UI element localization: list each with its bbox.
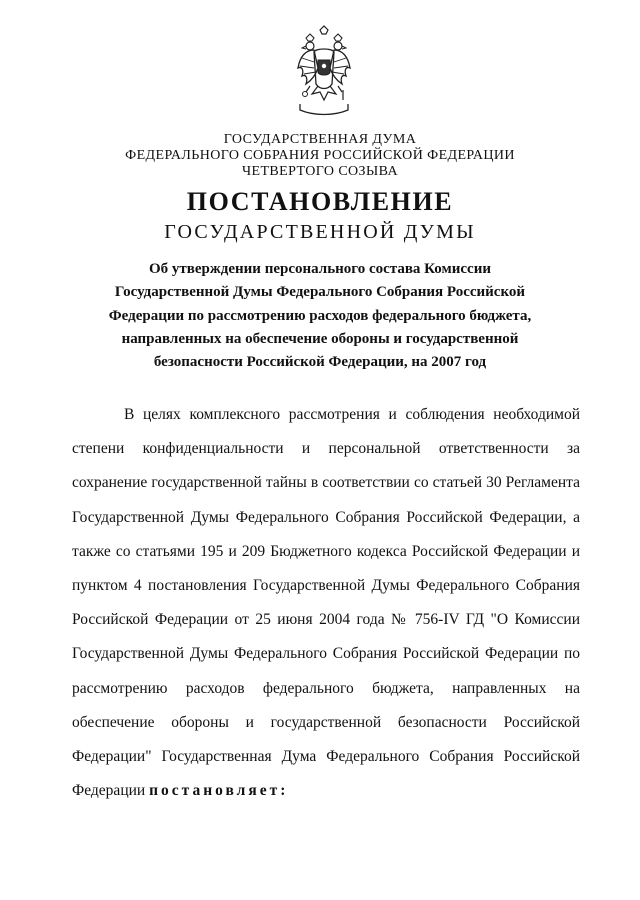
subject-line: Государственной Думы Федерального Собрания Российской <box>114 284 526 301</box>
body-line: Государственной Думы Федерального Собрания Российской Федерации, а <box>72 508 580 526</box>
body-line: пунктом 4 постановления Государственной Думы Федерального Собрания <box>72 576 580 594</box>
body-line: также со статьями 195 и 209 Бюджетного кодекса Российской Федерации и <box>72 542 580 560</box>
org-line-federal-assembly: ФЕДЕРАЛЬНОГО СОБРАНИЯ РОССИЙСКОЙ ФЕДЕРАЦИИ <box>125 148 515 163</box>
body-line: В целях комплексного рассмотрения и соблюдения необходимой <box>124 406 580 423</box>
body-line: рассмотрению расходов федерального бюджета, направленных на <box>72 679 580 697</box>
subject-line: Федерации по рассмотрению расходов федерального бюджета, <box>108 307 532 324</box>
body-line: сохранение государственной тайны в соответствии со статьей 30 Регламента <box>72 474 580 492</box>
russian-coat-of-arms-icon <box>296 24 352 116</box>
document-title: ПОСТАНОВЛЕНИЕ <box>186 187 454 216</box>
body-line: Государственной Думы Федерального Собрания Российской Федерации по <box>72 645 580 663</box>
resolution-keyword: постановляет: <box>149 782 289 800</box>
org-line-convocation: ЧЕТВЕРТОГО СОЗЫВА <box>242 164 398 179</box>
document-subject <box>90 258 550 374</box>
subject-line: безопасности Российской Федерации, на 2007 год <box>153 354 487 371</box>
subject-line: направленных на обеспечение обороны и государственной <box>121 330 519 347</box>
body-paragraph <box>72 398 580 808</box>
body-line: степени конфиденциальности и персональной ответственности за <box>72 440 580 458</box>
subject-line: Об утверждении персонального состава Комиссии <box>149 261 491 277</box>
body-line-final <box>72 774 580 808</box>
body-line: обеспечение обороны и государственной безопасности Российской <box>72 713 580 731</box>
body-line: Российской Федерации от 25 июня 2004 года № 756-IV ГД "О Комиссии <box>72 611 580 629</box>
body-final-prefix: Федерации <box>72 782 150 800</box>
body-line: Федерации" Государственная Дума Федерального Собрания Российской <box>72 747 580 765</box>
org-line-state-duma: ГОСУДАРСТВЕННАЯ ДУМА <box>223 132 417 147</box>
document-subtitle: ГОСУДАРСТВЕННОЙ ДУМЫ <box>164 221 476 243</box>
